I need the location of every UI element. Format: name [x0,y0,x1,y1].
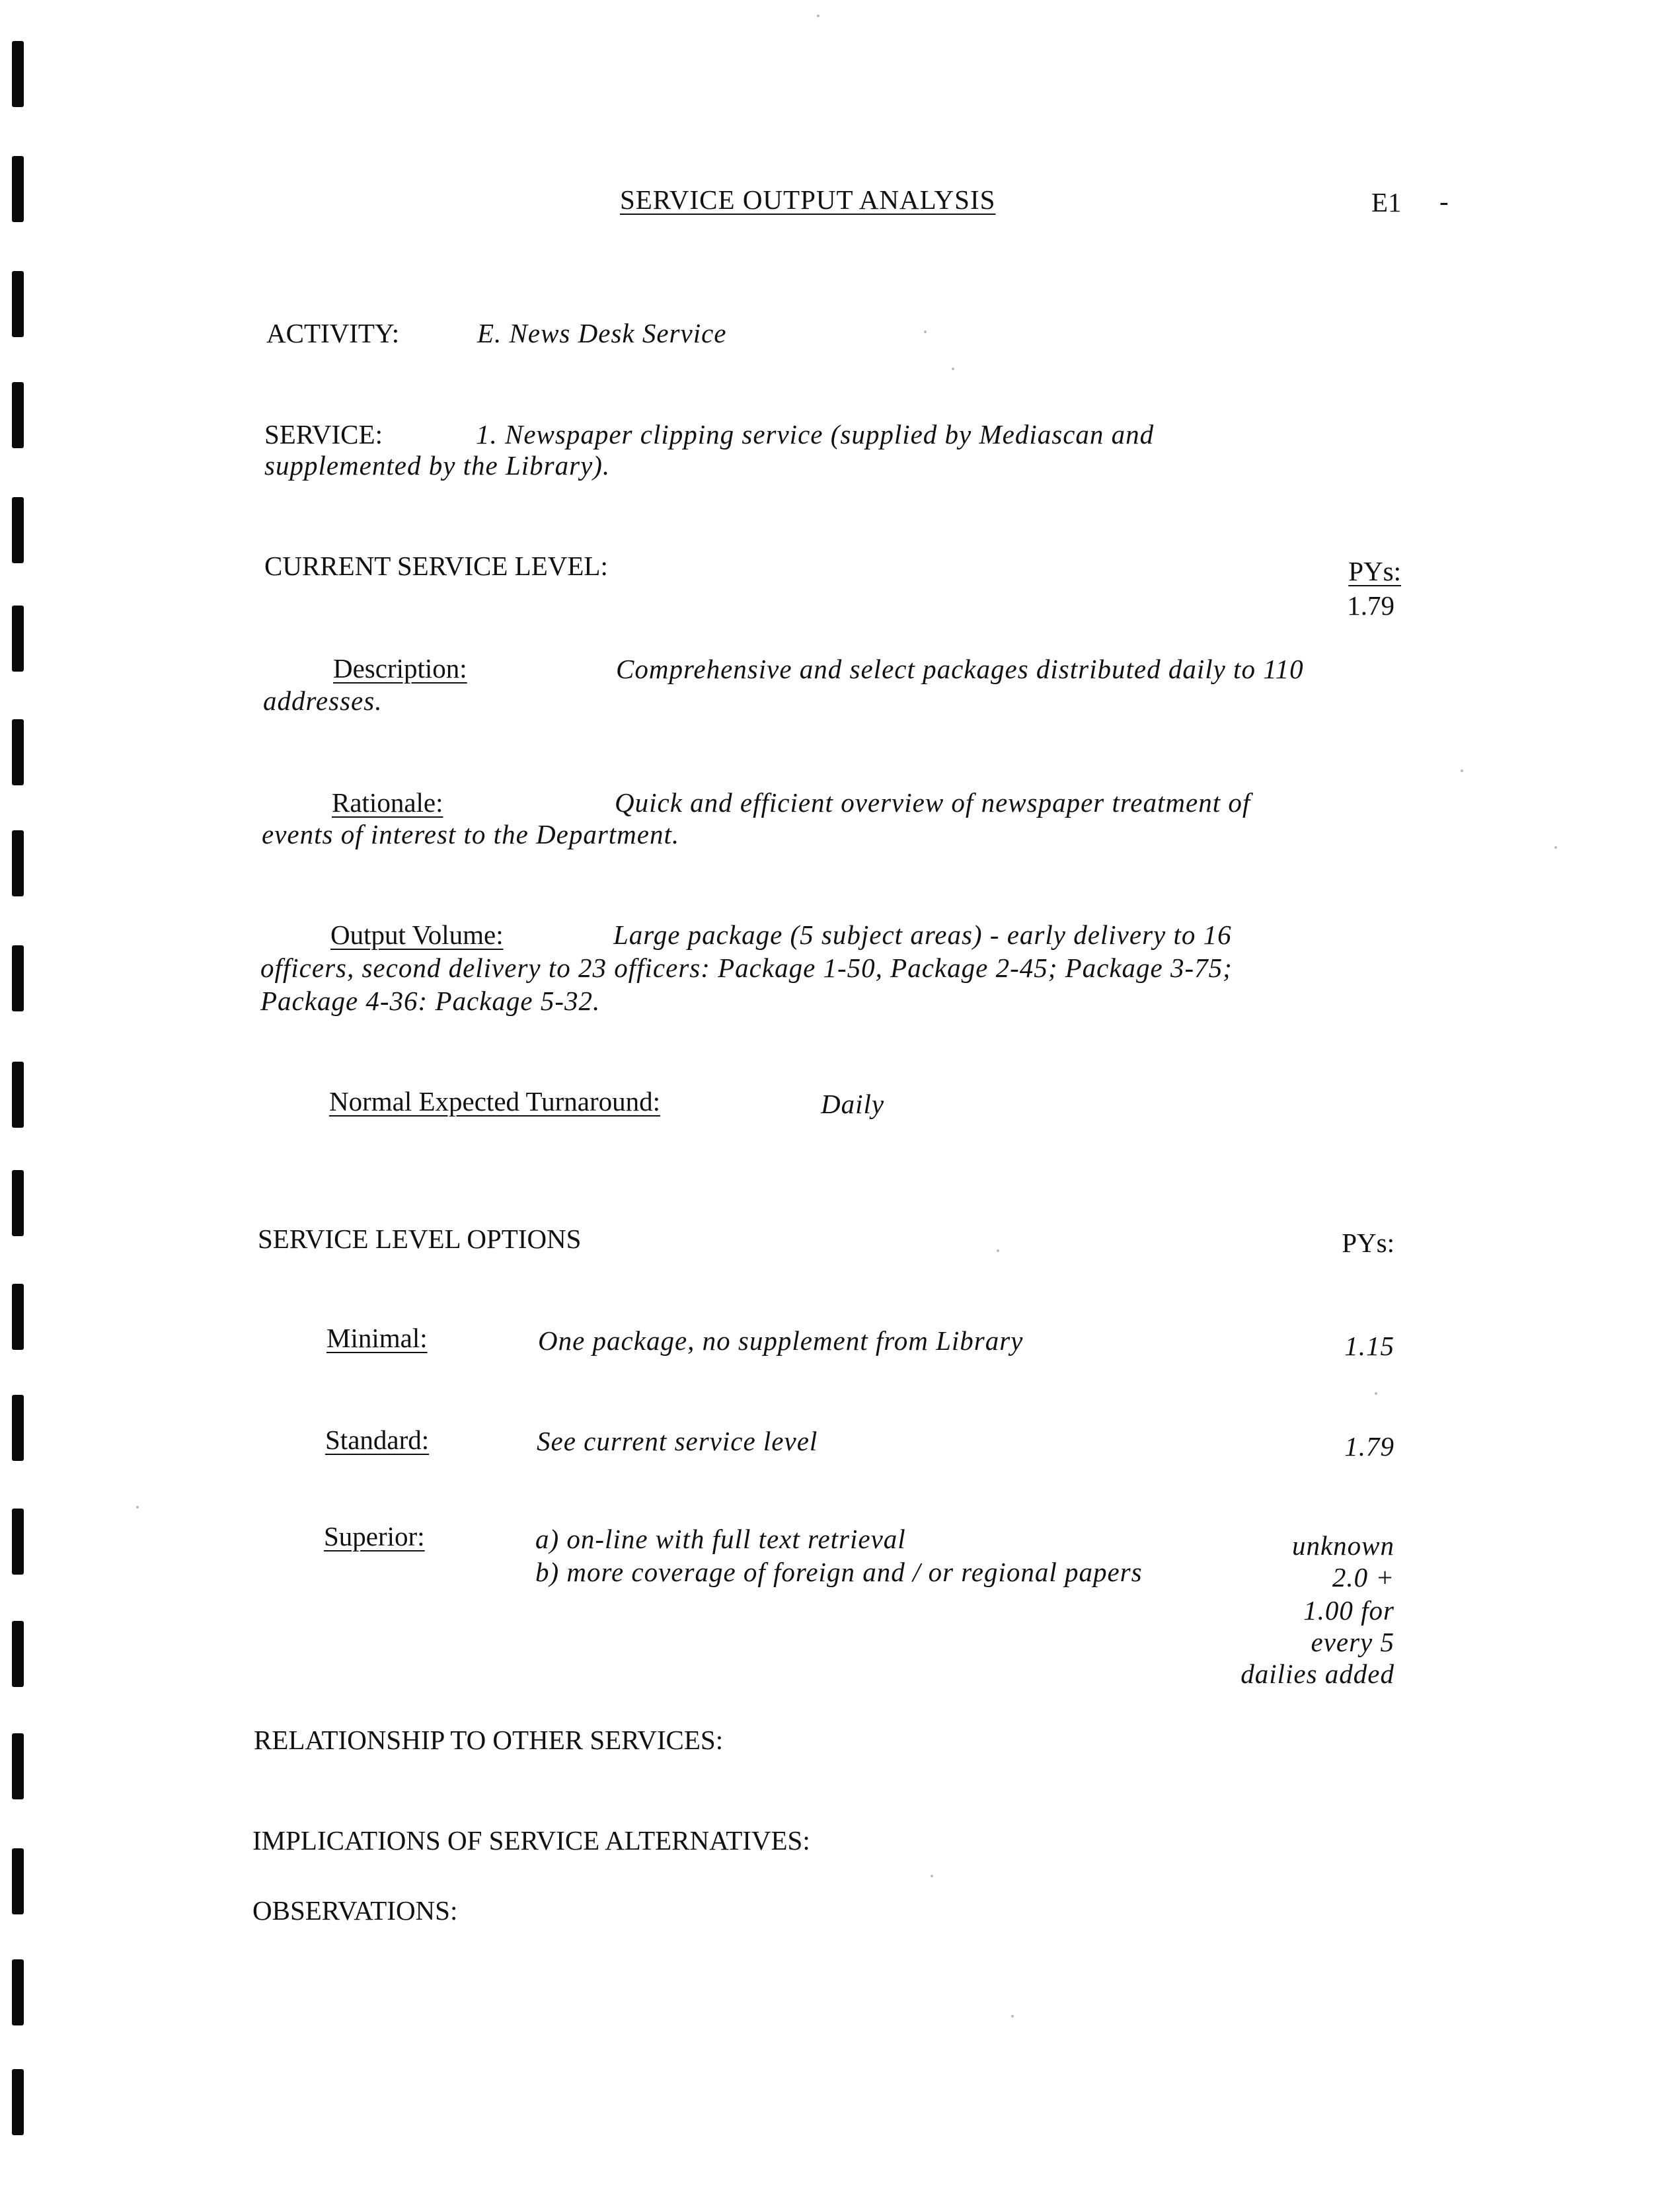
rationale-line-2: events of interest to the Department. [262,819,680,849]
turnaround-label: Normal Expected Turnaround: [329,1086,661,1117]
standard-pys: 1.79 [1344,1431,1394,1462]
minimal-label: Minimal: [326,1323,428,1353]
superior-option-a: a) on-line with full text retrieval [535,1524,906,1554]
binder-mark [12,1621,24,1687]
superior-option-b-pys-line: 2.0 + [1332,1562,1394,1592]
superior-label: Superior: [324,1521,425,1551]
binder-mark [12,945,24,1011]
scan-speck [1011,2015,1014,2018]
binder-mark [12,1284,24,1350]
current-pys-value: 1.79 [1347,590,1394,621]
scan-speck [817,15,820,17]
page-title: SERVICE OUTPUT ANALYSIS [620,184,996,215]
service-line-1: 1. Newspaper clipping service (supplied by Mediascan and [476,419,1155,450]
scan-speck [1461,769,1463,772]
scan-speck [1375,1392,1377,1395]
observations-heading: OBSERVATIONS: [252,1895,458,1926]
binder-mark [12,156,24,222]
scan-speck [931,1875,933,1877]
output-volume-line-3: Package 4-36: Package 5-32. [260,986,601,1016]
description-label: Description: [333,653,467,684]
binder-mark [12,1509,24,1575]
scan-speck [952,368,954,370]
options-pys-label: PYs: [1342,1228,1394,1258]
standard-label: Standard: [325,1425,430,1455]
binder-mark [12,2069,24,2135]
scan-speck [136,1506,139,1509]
minimal-text: One package, no supplement from Library [538,1325,1024,1356]
binder-mark [12,1170,24,1236]
binder-mark [12,1062,24,1128]
superior-option-b: b) more coverage of foreign and / or regional papers [535,1557,1143,1587]
output-volume-line-1: Large package (5 subject areas) - early delivery to 16 [613,920,1232,950]
binder-mark [12,41,24,107]
output-volume-line-2: officers, second delivery to 23 officers: Package 1-50, Package 2-45; Package 3-75; [260,953,1233,983]
minimal-pys: 1.15 [1344,1331,1394,1361]
activity-value: E. News Desk Service [477,318,727,348]
binder-mark [12,271,24,337]
relationship-heading: RELATIONSHIP TO OTHER SERVICES: [254,1725,724,1755]
rationale-line-1: Quick and efficient overview of newspaper treatment of [615,787,1251,818]
service-line-2: supplemented by the Library). [264,450,611,481]
binder-mark [12,497,24,563]
implications-heading: IMPLICATIONS OF SERVICE ALTERNATIVES: [252,1825,810,1856]
description-line-1: Comprehensive and select packages distributed daily to 110 [616,654,1304,684]
binder-mark [12,1733,24,1799]
page-code: E1 [1371,187,1402,217]
binder-mark [12,382,24,448]
service-label: SERVICE: [264,419,383,450]
binder-mark [12,719,24,785]
scan-speck [924,331,927,333]
scan-speck [997,1249,999,1252]
output-volume-label: Output Volume: [330,920,504,950]
superior-option-b-pys-line: every 5 [1311,1627,1394,1657]
service-level-options-heading: SERVICE LEVEL OPTIONS [258,1224,582,1254]
binder-mark [12,1848,24,1914]
superior-option-b-pys-line: 1.00 for [1303,1595,1394,1626]
superior-option-b-pys-line: dailies added [1241,1659,1394,1689]
binder-mark [12,1395,24,1461]
rationale-label: Rationale: [332,787,443,818]
binder-mark [12,606,24,672]
current-service-level-heading: CURRENT SERVICE LEVEL: [264,551,608,581]
binder-mark [12,1959,24,2025]
current-pys-label: PYs: [1348,556,1401,586]
standard-text: See current service level [537,1426,818,1456]
binder-mark [12,830,24,896]
page-code-dash: - [1439,186,1449,216]
turnaround-value: Daily [821,1089,885,1119]
superior-option-a-pys: unknown [1291,1530,1394,1561]
description-line-2: addresses. [263,686,383,716]
activity-label: ACTIVITY: [266,318,400,348]
scan-speck [1554,846,1557,849]
